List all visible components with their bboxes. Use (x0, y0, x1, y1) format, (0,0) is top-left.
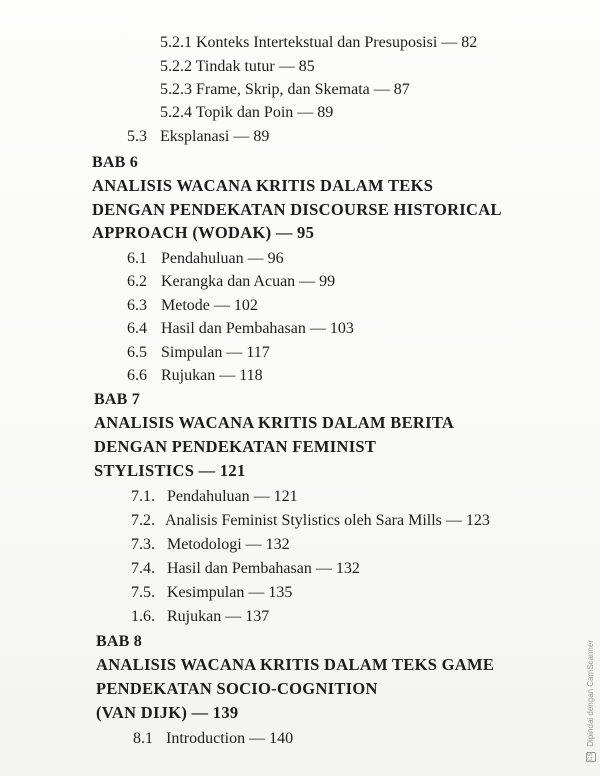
toc-entry-5-2-3: 5.2.3 Frame, Skrip, dan Skemata — 87 (160, 81, 410, 98)
chapter-title-8-line-1: ANALISIS WACANA KRITIS DALAM TEKS GAME (96, 655, 495, 674)
toc-entry-text: Introduction — 140 (166, 730, 294, 747)
camscanner-icon: CS (588, 752, 594, 761)
toc-entry-6-4 (127, 319, 354, 339)
toc-entry-8-1 (133, 729, 293, 749)
toc-entry-6-1 (127, 249, 284, 269)
chapter-heading-6: BAB 6 (92, 154, 138, 171)
toc-entry-text: Eksplanasi — 89 (160, 128, 270, 145)
toc-entry-text: Rujukan — 137 (167, 608, 270, 625)
toc-entry-7-4 (131, 559, 360, 579)
toc-entry-7-2 (131, 511, 490, 531)
chapter-title-6-line-2: DENGAN PENDEKATAN DISCOURSE HISTORICAL (92, 200, 502, 219)
toc-entry-number: 6.6 (127, 367, 147, 384)
chapter-title-7-line-3: STYLISTICS — 121 (94, 461, 246, 480)
toc-entry-number: 7.5. (131, 584, 155, 601)
toc-entry-6-2 (127, 272, 335, 292)
toc-entry-number: 1.6. (131, 608, 155, 625)
toc-entry-5-2-2: 5.2.2 Tindak tutur — 85 (160, 58, 315, 75)
toc-entry-text: Pendahuluan — 121 (167, 488, 298, 505)
toc-entry-text: Hasil dan Pembahasan — 132 (167, 560, 360, 577)
toc-entry-6-6 (127, 366, 263, 386)
toc-entry-number: 6.3 (127, 297, 147, 314)
chapter-title-6-line-3: APPROACH (WODAK) — 95 (92, 223, 315, 242)
toc-entry-7-1 (131, 487, 298, 507)
toc-entry-text: Kesimpulan — 135 (167, 584, 293, 601)
toc-entry-number: 8.1 (133, 730, 153, 747)
toc-entry-7-5 (131, 583, 292, 603)
toc-entry-text: Pendahuluan — 96 (161, 250, 284, 267)
toc-entry-text: Simpulan — 117 (161, 344, 270, 361)
chapter-heading-8: BAB 8 (96, 633, 142, 650)
toc-entry-number: 6.1 (127, 250, 147, 267)
toc-entry-5-2-1: 5.2.1 Konteks Intertekstual dan Presuposisi — 82 (160, 34, 478, 51)
toc-entry-number: 7.2. (131, 512, 155, 529)
toc-entry-number: 6.5 (127, 344, 147, 361)
toc-entry-6-5 (127, 343, 270, 363)
scanner-watermark (586, 640, 596, 762)
toc-entry-number: 6.4 (127, 320, 147, 337)
toc-entry-text: Rujukan — 118 (161, 367, 263, 384)
toc-entry-text: Metode — 102 (161, 297, 258, 314)
toc-entry-5-3 (127, 127, 269, 147)
toc-entry-number: 5.3 (127, 128, 147, 145)
chapter-title-8-line-2: PENDEKATAN SOCIO-COGNITION (96, 679, 378, 698)
toc-entry-number: 7.4. (131, 560, 155, 577)
toc-entry-5-2-4: 5.2.4 Topik dan Poin — 89 (160, 104, 334, 121)
toc-entry-text: Kerangka dan Acuan — 99 (161, 273, 336, 290)
toc-entry-text: Metodologi — 132 (167, 536, 290, 553)
chapter-title-7-line-1: ANALISIS WACANA KRITIS DALAM BERITA (94, 413, 455, 432)
watermark-text: Dipindai dengan CamScanner (586, 640, 595, 747)
toc-entry-7-3 (131, 535, 290, 555)
toc-entry-text: Analisis Feminist Stylistics oleh Sara Mills — 123 (165, 512, 490, 529)
toc-entry-6-3 (127, 296, 258, 316)
toc-entry-number: 7.1. (131, 488, 155, 505)
toc-entry-text: Hasil dan Pembahasan — 103 (161, 320, 354, 337)
toc-entry-number: 6.2 (127, 273, 147, 290)
toc-entry-7-6 (131, 607, 269, 627)
chapter-heading-7: BAB 7 (94, 391, 140, 408)
chapter-title-7-line-2: DENGAN PENDEKATAN FEMINIST (94, 437, 377, 456)
chapter-title-8-line-3: (VAN DIJK) — 139 (96, 703, 239, 722)
chapter-title-6-line-1: ANALISIS WACANA KRITIS DALAM TEKS (92, 176, 434, 195)
toc-entry-number: 7.3. (131, 536, 155, 553)
